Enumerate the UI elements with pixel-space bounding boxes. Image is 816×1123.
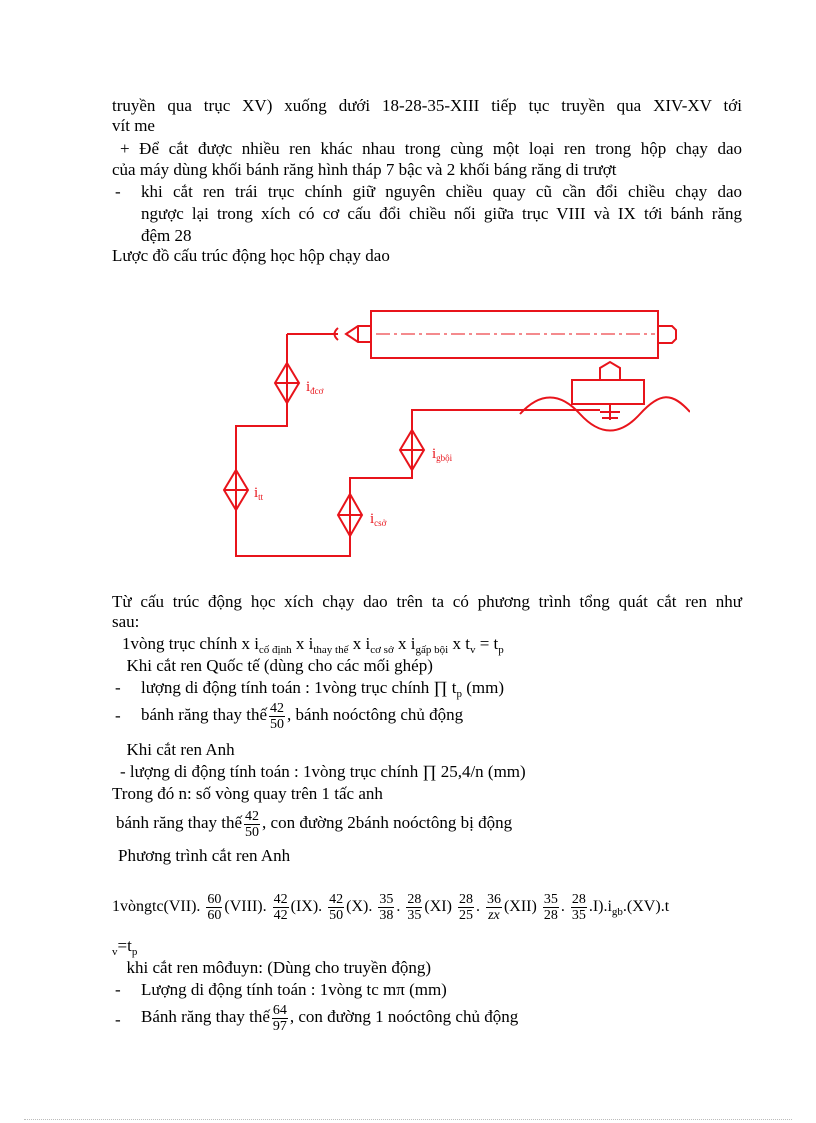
fraction: $\frac{42}{50}$ <box>245 808 260 840</box>
anh-feed: - lượng di động tính toán : 1vòng trục chính ∏ 25,4/n (mm) <box>120 762 526 781</box>
text-line: + Để cắt được nhiều ren khác nhau trong cùng một loại ren trong hộp chạy dao <box>120 139 742 158</box>
quocte-feed: lượng di động tính toán : 1vòng trục chính ∏ $t_p$ (mm) <box>141 678 505 700</box>
anh-gear: bánh răng thay thế $\frac{42}{50}$ , con đường 2bánh noóctông bị động <box>116 808 513 840</box>
text-line: vít me <box>112 116 155 135</box>
bullet-dash: - <box>115 706 121 725</box>
svg-text:icsở: $i_{csở}$ <box>370 511 387 528</box>
quocte-gear: bánh răng thay thế $\frac{42}{50}$ , bánh noóctông chủ động <box>141 700 464 732</box>
text-line: của máy dùng khối bánh răng hình tháp 7 bậc và 2 khối báng răng di trượt <box>112 160 617 179</box>
carriage <box>572 380 644 404</box>
text-line: đệm 28 <box>141 226 192 245</box>
moduyn-heading: khi cắt ren môđuyn: (Dùng cho truyền động) <box>126 958 432 977</box>
moduyn-feed: Lượng di động tính toán : 1vòng tc mπ (mm) <box>141 980 447 999</box>
svg-text:igbội: $i_{gbội}$ <box>432 446 453 463</box>
text-line: khi cắt ren trái trục chính giữ nguyên chiều quay cũ cần đổi chiều chạy dao <box>141 182 742 201</box>
anh-note: Trong đó n: số vòng quay trên 1 tấc anh <box>112 784 383 803</box>
anh-heading: Khi cắt ren Anh <box>126 740 235 759</box>
kinematic-diagram <box>210 300 690 560</box>
text-line: ngược lại trong xích có cơ cấu đổi chiều nối giữa trục VIII và IX tới bánh răng <box>141 204 742 223</box>
text-line: Từ cấu trúc động học xích chạy dao trên ta có phương trình tổng quát cắt ren như <box>112 592 742 611</box>
bullet-dash: - <box>115 1010 121 1029</box>
fraction: $\frac{42}{50}$ <box>270 700 285 732</box>
moduyn-gear: Bánh răng thay thế $\frac{64}{97}$ , con đường 1 noóctông chủ động <box>141 1002 519 1034</box>
quocte-heading: Khi cắt ren Quốc tế (dùng cho các mối ghép) <box>126 656 433 675</box>
bullet-dash: - <box>115 182 121 201</box>
spindle-end-cap <box>658 326 676 343</box>
fraction: $\frac{64}{97}$ <box>272 1002 287 1034</box>
page-bottom-rule <box>24 1119 792 1120</box>
bullet-dash: - <box>115 980 121 999</box>
bullet-dash: - <box>115 678 121 697</box>
anh-equation-cont: $_v=t_p$ <box>112 936 138 958</box>
text-line: truyền qua trục XV) xuống dưới 18-28-35-XIII tiếp tục truyền qua XIV-XV tới <box>112 96 742 115</box>
anh-equation-heading: Phương trình cắt ren Anh <box>118 846 291 865</box>
tool-holder <box>600 362 620 380</box>
svg-text:itt: $i_{tt}$ <box>254 485 264 502</box>
general-equation: 1vòng trục chính x $i_{cố định}$ x $i_{thay thế}$ x $i_{cơ sở}$ x $i_{gấp bội}$ x $t_v = t_p$ <box>122 634 504 656</box>
anh-equation: 1vòngtc(VII). $\frac{60}{60}$ (VIII). $\frac{42}{42}$ (IX). $\frac{42}{50}$ (X). $\frac{35}{38}$ . $\frac{28}{35}$ (XI) $\frac{28}{25}$ . $\frac{36}{zx}$ (XII) $\frac{35}{28}$ . $\frac{28}{35}$ $.I).i_{gb}.(XV).t$ <box>112 891 670 923</box>
svg-text:iđcơ: $i_{đcơ}$ <box>306 379 324 396</box>
text-line: sau: <box>112 612 140 631</box>
diagram-caption: Lược đồ cấu trúc động học hộp chạy dao <box>112 246 390 265</box>
lead-screw <box>520 397 690 430</box>
